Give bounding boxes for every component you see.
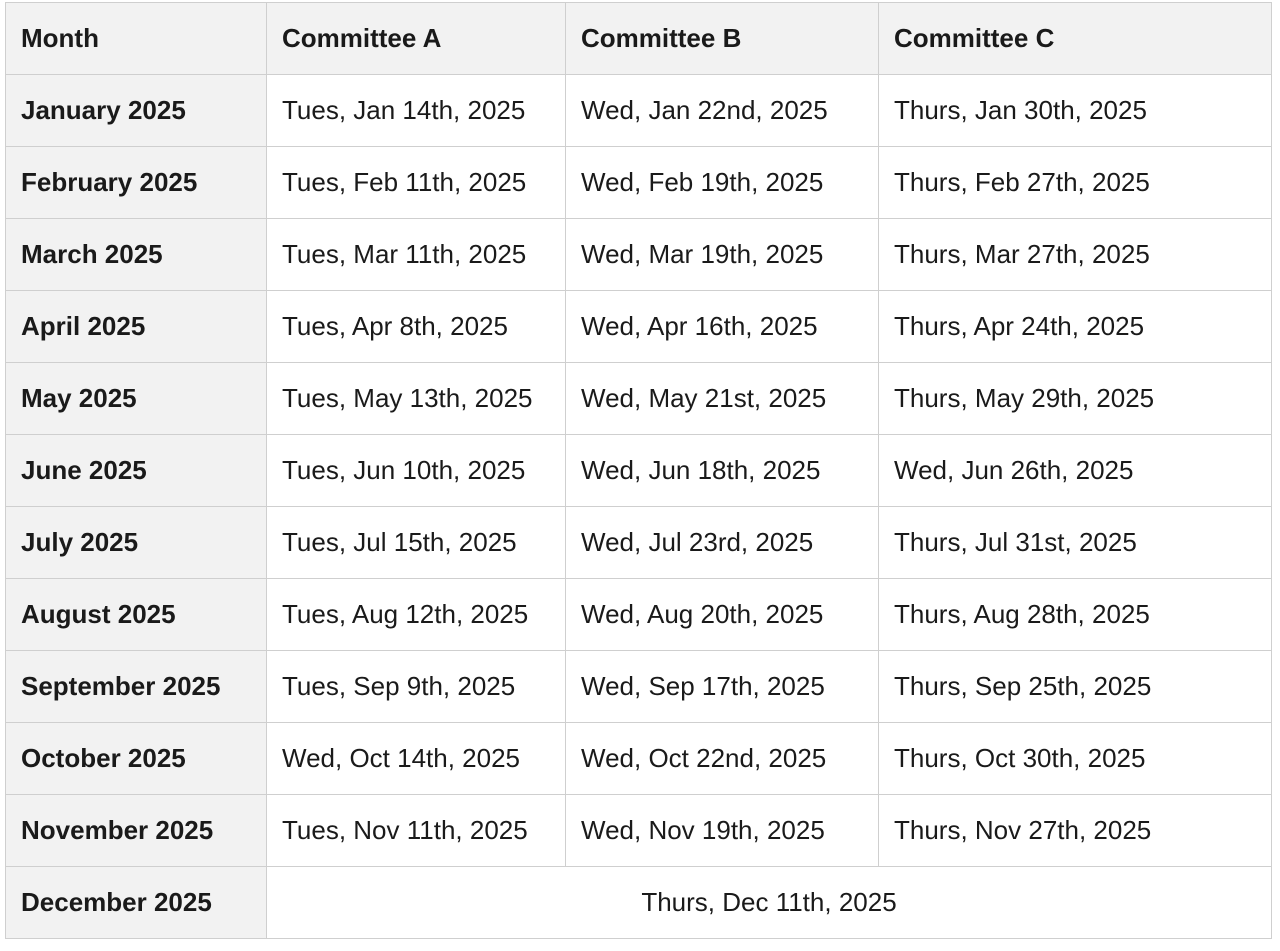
committee-c-date: Wed, Jun 26th, 2025 [879, 435, 1272, 507]
committee-b-date: Wed, Aug 20th, 2025 [566, 579, 879, 651]
table-row [6, 363, 1272, 435]
month-cell: October 2025 [6, 723, 267, 795]
committee-b-date: Wed, Mar 19th, 2025 [566, 219, 879, 291]
committee-a-date: Wed, Oct 14th, 2025 [267, 723, 566, 795]
committee-c-date: Thurs, Feb 27th, 2025 [879, 147, 1272, 219]
committee-a-date: Tues, Feb 11th, 2025 [267, 147, 566, 219]
committee-a-date: Tues, Nov 11th, 2025 [267, 795, 566, 867]
committee-a-date: Tues, Jun 10th, 2025 [267, 435, 566, 507]
committee-a-date: Tues, Mar 11th, 2025 [267, 219, 566, 291]
header-committee-a: Committee A [267, 3, 566, 75]
header-committee-b: Committee B [566, 3, 879, 75]
committee-b-date: Wed, Apr 16th, 2025 [566, 291, 879, 363]
month-cell: June 2025 [6, 435, 267, 507]
committee-b-date: Wed, Feb 19th, 2025 [566, 147, 879, 219]
table-header [6, 3, 1272, 75]
month-cell: September 2025 [6, 651, 267, 723]
committee-b-date: Wed, Oct 22nd, 2025 [566, 723, 879, 795]
committee-c-date: Thurs, Jan 30th, 2025 [879, 75, 1272, 147]
month-cell: July 2025 [6, 507, 267, 579]
header-row [6, 3, 1272, 75]
table-row [6, 291, 1272, 363]
table-row [6, 147, 1272, 219]
table-row [6, 579, 1272, 651]
table-row [6, 795, 1272, 867]
table-row-december [6, 867, 1272, 939]
committee-b-date: Wed, Jan 22nd, 2025 [566, 75, 879, 147]
committee-a-date: Tues, Apr 8th, 2025 [267, 291, 566, 363]
month-cell: March 2025 [6, 219, 267, 291]
joint-meeting-date: Thurs, Dec 11th, 2025 [267, 867, 1272, 939]
committee-c-date: Thurs, Oct 30th, 2025 [879, 723, 1272, 795]
committee-b-date: Wed, Jul 23rd, 2025 [566, 507, 879, 579]
month-cell: December 2025 [6, 867, 267, 939]
month-cell: January 2025 [6, 75, 267, 147]
committee-c-date: Thurs, Nov 27th, 2025 [879, 795, 1272, 867]
committee-a-date: Tues, Sep 9th, 2025 [267, 651, 566, 723]
committee-a-date: Tues, Jul 15th, 2025 [267, 507, 566, 579]
committee-b-date: Wed, Sep 17th, 2025 [566, 651, 879, 723]
committee-c-date: Thurs, May 29th, 2025 [879, 363, 1272, 435]
meeting-schedule-table [5, 2, 1272, 939]
committee-b-date: Wed, Jun 18th, 2025 [566, 435, 879, 507]
table-row [6, 507, 1272, 579]
table-row [6, 435, 1272, 507]
month-cell: April 2025 [6, 291, 267, 363]
committee-c-date: Thurs, Apr 24th, 2025 [879, 291, 1272, 363]
header-committee-c: Committee C [879, 3, 1272, 75]
table-body [6, 75, 1272, 939]
table-row [6, 651, 1272, 723]
table-row [6, 219, 1272, 291]
month-cell: August 2025 [6, 579, 267, 651]
committee-a-date: Tues, May 13th, 2025 [267, 363, 566, 435]
committee-c-date: Thurs, Sep 25th, 2025 [879, 651, 1272, 723]
committee-b-date: Wed, May 21st, 2025 [566, 363, 879, 435]
committee-c-date: Thurs, Mar 27th, 2025 [879, 219, 1272, 291]
table-row [6, 75, 1272, 147]
committee-c-date: Thurs, Jul 31st, 2025 [879, 507, 1272, 579]
committee-c-date: Thurs, Aug 28th, 2025 [879, 579, 1272, 651]
committee-a-date: Tues, Aug 12th, 2025 [267, 579, 566, 651]
committee-a-date: Tues, Jan 14th, 2025 [267, 75, 566, 147]
table-row [6, 723, 1272, 795]
committee-b-date: Wed, Nov 19th, 2025 [566, 795, 879, 867]
month-cell: May 2025 [6, 363, 267, 435]
month-cell: November 2025 [6, 795, 267, 867]
header-month: Month [6, 3, 267, 75]
month-cell: February 2025 [6, 147, 267, 219]
